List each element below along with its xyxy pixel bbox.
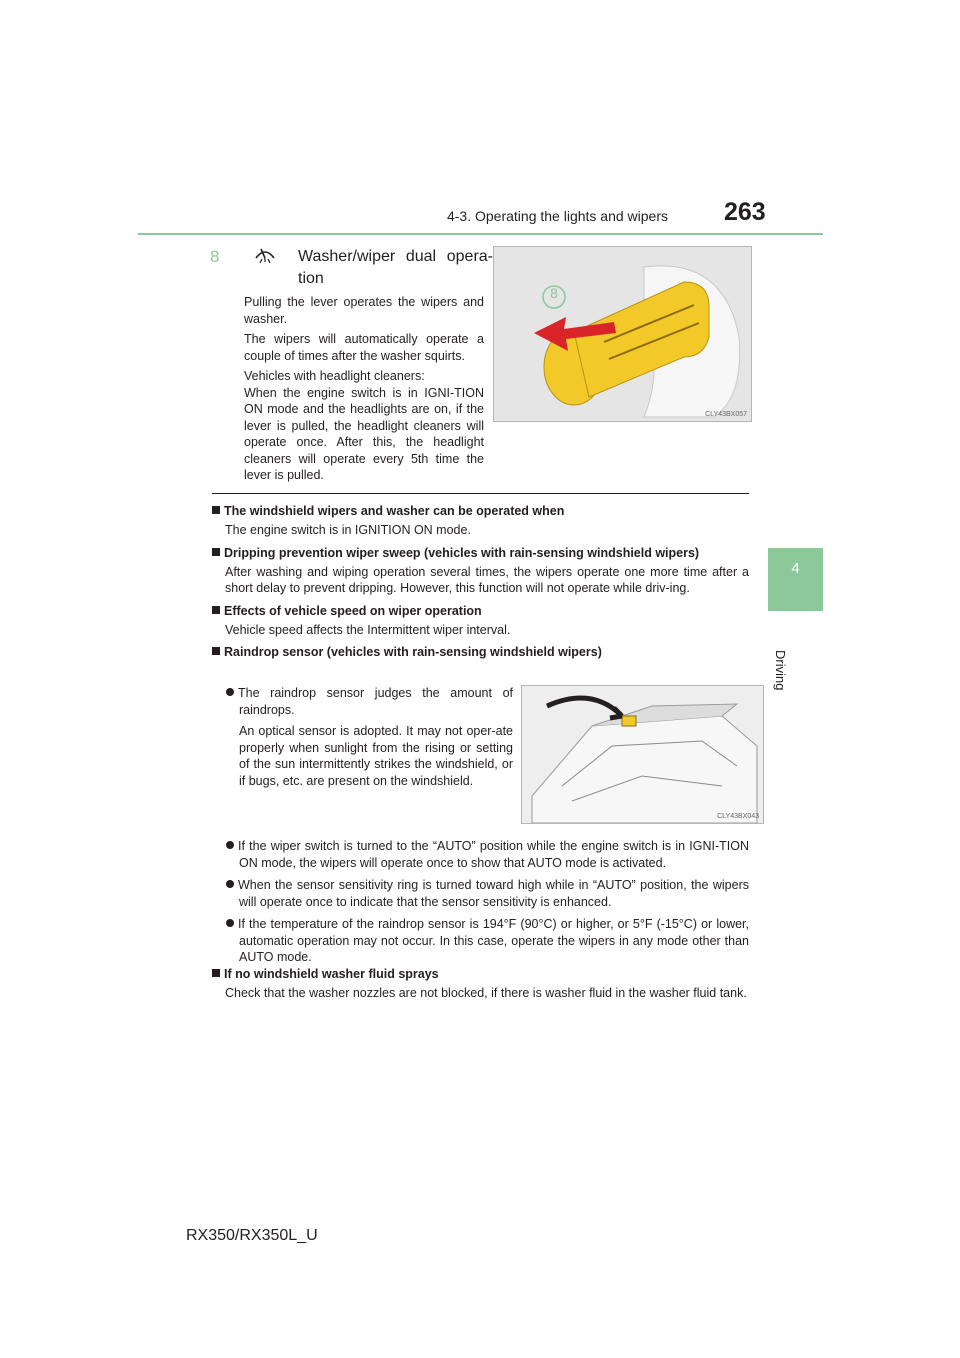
chapter-tab bbox=[768, 548, 823, 609]
item-paragraph: The wipers will automatically operate a couple of times after the washer squirts. bbox=[244, 332, 484, 363]
item-paragraph-body: When the engine switch is in IGNI-TION ON mode and the headlights are on, if the lever is pulled, the headlight cleaners will operate once. After this, the headlight cleaners will operate every 5th time the lever is pulled. bbox=[244, 385, 484, 482]
item-number: 8 bbox=[210, 247, 220, 266]
wiper-lever-drawing bbox=[494, 247, 751, 421]
chapter-tab-label: Driving bbox=[773, 650, 788, 691]
bullet-text: If the temperature of the raindrop sensor is 194°F (90°C) or higher, or 5°F (-15°C) or lower, automatic operation may not occur. In this case, operate the wipers in any mode other than AUTO mode. bbox=[226, 916, 749, 966]
chapter-tab-rule bbox=[768, 609, 823, 611]
header-rule bbox=[138, 233, 823, 235]
note-heading: Raindrop sensor (vehicles with rain-sensing windshield wipers) bbox=[212, 644, 749, 660]
item-paragraph bbox=[244, 368, 484, 484]
raindrop-bullet bbox=[226, 685, 513, 789]
note-text: Check that the washer nozzles are not blocked, if there is washer fluid in the washer fluid tank. bbox=[225, 986, 747, 1000]
footer-model-code: RX350/RX350L_U bbox=[186, 1227, 318, 1244]
bullet-text: The raindrop sensor judges the amount of raindrops. bbox=[226, 685, 513, 718]
item-paragraph-line: Vehicles with headlight cleaners: bbox=[244, 369, 425, 383]
round-bullet-icon bbox=[226, 919, 234, 927]
notes-block bbox=[212, 503, 749, 660]
note-heading: Dripping prevention wiper sweep (vehicles with rain-sensing windshield wipers) bbox=[212, 545, 749, 561]
note-heading: If no windshield washer fluid sprays bbox=[212, 966, 749, 982]
bullet-subtext: An optical sensor is adopted. It may not oper-ate properly when sunlight from the rising or setting of the sun intermittently strikes the windshield, or if bugs, etc. are present on the windshield. bbox=[239, 724, 513, 788]
note-text: The engine switch is in IGNITION ON mode. bbox=[225, 523, 471, 537]
bullet-text: When the sensor sensitivity ring is turned toward high while in “AUTO” position, the wipers will operate once to indicate that the sensor sensitivity is enhanced. bbox=[226, 877, 749, 910]
wiper-lever-illustration bbox=[493, 246, 752, 422]
raindrop-sensor-illustration bbox=[521, 685, 764, 824]
item-paragraph: Pulling the lever operates the wipers and washer. bbox=[244, 295, 484, 326]
square-bullet-icon bbox=[212, 969, 220, 977]
washer-wiper-icon bbox=[254, 244, 276, 266]
round-bullet-icon bbox=[226, 880, 234, 888]
note-heading: Effects of vehicle speed on wiper operation bbox=[212, 603, 749, 619]
notes-block-last bbox=[212, 966, 749, 1002]
square-bullet-icon bbox=[212, 606, 220, 614]
note-heading: The windshield wipers and washer can be operated when bbox=[212, 503, 749, 519]
item-title: Washer/wiper dual opera-tion bbox=[298, 248, 493, 287]
round-bullet-icon bbox=[226, 688, 234, 696]
figure-code: CLY43BX057 bbox=[705, 411, 747, 418]
note-text: After washing and wiping operation several times, the wipers operate one more time after a short delay to prevent dripping. However, this function will not operate while driv-ing. bbox=[225, 564, 749, 595]
page-number: 263 bbox=[724, 198, 766, 226]
header-section-title: 4-3. Operating the lights and wipers bbox=[446, 208, 668, 224]
raindrop-bullets bbox=[226, 838, 749, 966]
figure-code: CLY43BX043 bbox=[717, 813, 759, 820]
section-divider bbox=[212, 493, 749, 494]
square-bullet-icon bbox=[212, 506, 220, 514]
square-bullet-icon bbox=[212, 647, 220, 655]
square-bullet-icon bbox=[212, 548, 220, 556]
note-text: Vehicle speed affects the Intermittent wiper interval. bbox=[225, 622, 511, 637]
chapter-tab-number: 4 bbox=[791, 560, 800, 577]
figure-callout-number: 8 bbox=[550, 285, 558, 301]
raindrop-sensor-drawing bbox=[522, 686, 763, 823]
bullet-text: If the wiper switch is turned to the “AUTO” position while the engine switch is in IGNI-TION ON mode, the wipers will operate once to show that AUTO mode is activated. bbox=[226, 838, 749, 871]
round-bullet-icon bbox=[226, 841, 234, 849]
